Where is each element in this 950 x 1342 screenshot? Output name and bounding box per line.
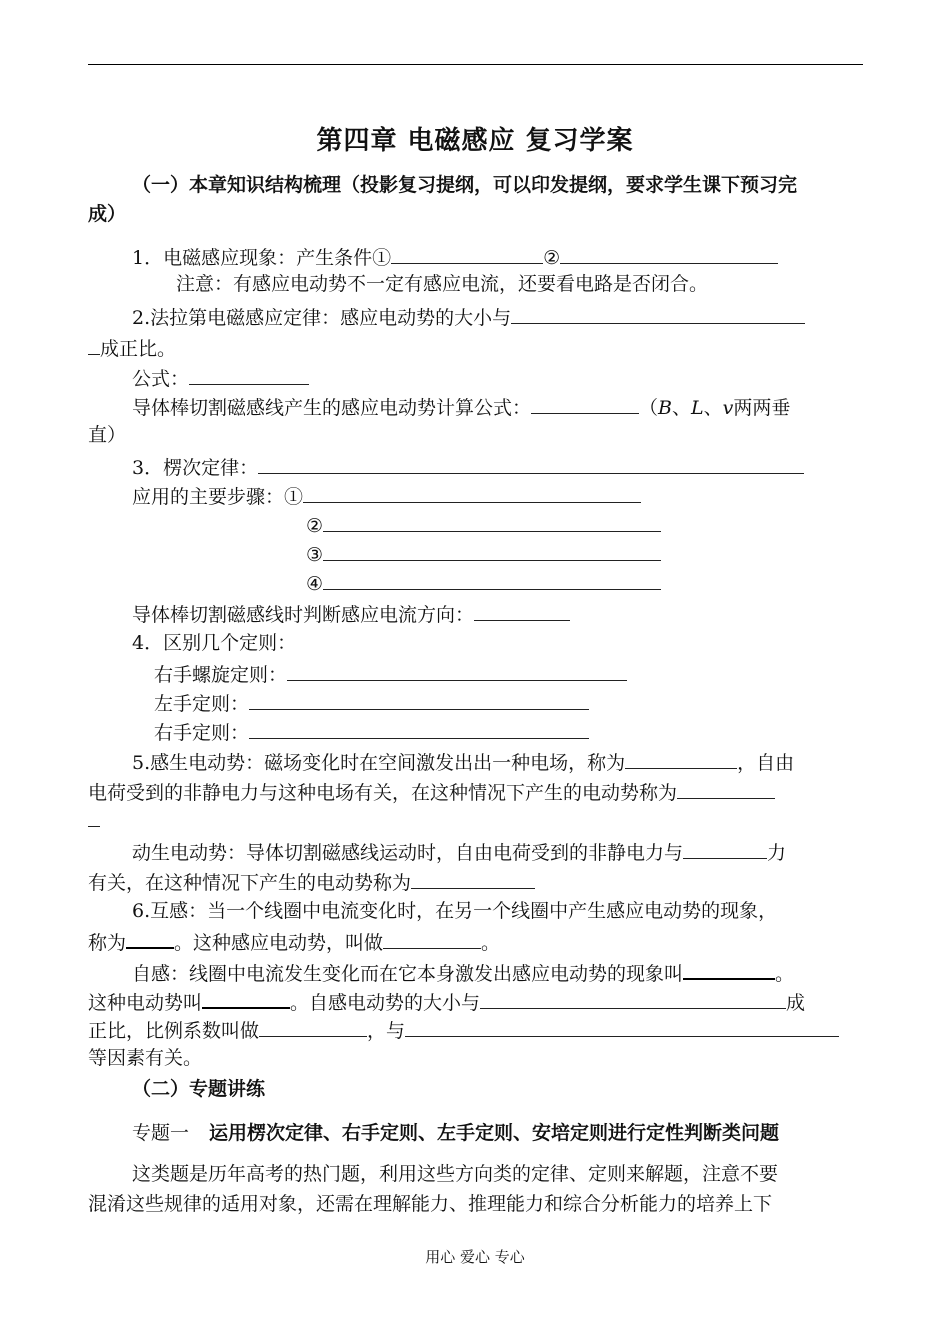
item6-text3b: 。: [775, 963, 795, 985]
induced-emf-blank[interactable]: [677, 778, 775, 799]
item5-line4: [132, 838, 786, 866]
section1-heading-cont: 成）: [88, 203, 127, 225]
step4-blank[interactable]: [323, 569, 661, 590]
item5-line1: [132, 748, 794, 776]
item6-text4a: 这种电动势叫: [88, 992, 203, 1014]
rod-tail: 两两垂: [733, 397, 791, 419]
rule1-blank[interactable]: [287, 660, 627, 681]
rule2-blank[interactable]: [249, 689, 589, 710]
item6-line6: 等因素有关。: [88, 1047, 203, 1069]
item6-text5a: 正比，比例系数叫做: [88, 1020, 260, 1042]
item6-line1: 6.互感：当一个线圈中电流变化时，在另一个线圈中产生感应电动势的现象，: [132, 900, 778, 922]
step2-line: [306, 511, 661, 539]
step2-mark: ②: [306, 515, 324, 537]
item1-mark1: ①: [372, 247, 392, 269]
condition1-blank[interactable]: [391, 243, 543, 264]
item3-line: [132, 453, 804, 481]
lenz-label: 3．楞次定律：: [132, 457, 259, 479]
induced-field-blank[interactable]: [625, 748, 737, 769]
item5-text2: 电荷受到的非静电力与这种电场有关，在这种情况下产生的电动势称为: [88, 782, 678, 804]
item6-line2: [88, 927, 500, 956]
item2-line1: [132, 303, 805, 331]
var-v: v: [722, 397, 734, 419]
formula-label: 公式：: [132, 368, 190, 390]
item1-line: [132, 243, 778, 271]
faraday-blank-cont[interactable]: [88, 334, 100, 355]
topic1-para1: 这类题是历年高考的热门题，利用这些方向类的定律、定则来解题，注意不要: [132, 1163, 779, 1185]
item5-text1: 5.感生电动势：磁场变化时在空间激发出出一种电场，称为: [132, 752, 626, 774]
rule1-label: 右手螺旋定则：: [154, 664, 288, 686]
rod-emf-line: [132, 393, 790, 421]
topic1-title: 运用楞次定律、右手定则、左手定则、安培定则进行定性判断类问题: [209, 1122, 780, 1144]
item6-text4c: 成: [786, 992, 806, 1014]
item6-line4: [88, 987, 805, 1016]
step1-line: [132, 482, 641, 510]
sep2: 、: [703, 397, 723, 419]
item5-line2: [88, 778, 775, 806]
item6-text3: 自感：线圈中电流发生变化而在它本身激发出感应电动势的现象叫: [132, 963, 684, 985]
rule2-label: 左手定则：: [154, 693, 250, 715]
formula-blank[interactable]: [189, 364, 309, 385]
item5-line3: [88, 806, 100, 834]
item1-mark2: ②: [543, 247, 561, 269]
rule3-blank[interactable]: [249, 718, 589, 739]
current-dir-label: 导体棒切割磁感线时判断感应电流方向：: [132, 604, 475, 626]
lenz-blank[interactable]: [258, 453, 804, 474]
step2-blank[interactable]: [323, 511, 661, 532]
rule3-label: 右手定则：: [154, 722, 250, 744]
step3-mark: ③: [306, 544, 324, 566]
item6-text5b: ，与: [367, 1020, 406, 1042]
page-title: 第四章 电磁感应 复习学案: [316, 126, 634, 156]
item5-line5: [88, 868, 535, 896]
current-dir-line: [132, 600, 570, 628]
rule1-line: [154, 660, 627, 688]
factors-blank[interactable]: [405, 1016, 839, 1037]
item2-text: 2.法拉第电磁感应定律：感应电动势的大小与: [132, 307, 512, 329]
page-footer: 用心 爱心 专心: [425, 1248, 525, 1266]
section1-heading: （一）本章知识结构梳理（投影复习提纲，可以印发提纲，要求学生课下预习完: [132, 174, 798, 196]
mutual-name-blank[interactable]: [126, 927, 174, 949]
condition2-blank[interactable]: [560, 243, 778, 264]
item6-text2b: 。这种感应电动势，叫做: [174, 932, 384, 954]
item6-text4b: 。自感电动势的大小与: [290, 992, 481, 1014]
topic1-para2: 混淆这些规律的适用对象，还需在理解能力、推理能力和综合分析能力的培养上下: [88, 1193, 773, 1215]
item5-text4: 动生电动势：导体切割磁感线运动时，自由电荷受到的非静电力与: [132, 842, 684, 864]
rod-emf-blank[interactable]: [531, 393, 639, 414]
step1-blank[interactable]: [303, 482, 641, 503]
step3-line: [306, 540, 661, 568]
rod-emf-label: 导体棒切割磁感线产生的感应电动势计算公式：: [132, 397, 532, 419]
item6-line3: [132, 958, 794, 987]
rule3-line: [154, 718, 589, 746]
rod-paren: （: [639, 397, 659, 419]
self-induction-blank[interactable]: [683, 958, 775, 980]
induced-emf-blank-cont[interactable]: [88, 806, 100, 827]
item5-text4b: 力: [767, 842, 787, 864]
var-l: L: [691, 397, 704, 419]
item2-tail: 成正比。: [100, 338, 177, 360]
item5-text5: 有关，在这种情况下产生的电动势称为: [88, 872, 412, 894]
rod-emf-tail: 直）: [88, 424, 127, 446]
step4-mark: ④: [306, 573, 324, 595]
current-dir-blank[interactable]: [474, 600, 570, 621]
steps-label: 应用的主要步骤：: [132, 486, 285, 508]
step1-mark: ①: [284, 486, 304, 508]
self-emf-proportional-blank[interactable]: [480, 988, 786, 1009]
self-emf-blank[interactable]: [202, 987, 290, 1009]
item5-text1b: ，自由: [737, 752, 795, 774]
topic1-line: [132, 1120, 779, 1146]
inductance-blank[interactable]: [259, 1016, 367, 1037]
item6-line5: [88, 1016, 839, 1044]
section2-heading: （二）专题讲练: [132, 1078, 266, 1100]
item6-text2a: 称为: [88, 932, 127, 954]
item2-line2: [88, 334, 176, 362]
formula-line: [132, 364, 309, 392]
topic1-label: 专题一: [132, 1122, 190, 1144]
motional-emf-blank[interactable]: [411, 868, 535, 889]
step4-line: [306, 569, 661, 597]
item6-text2c: 。: [481, 932, 501, 954]
item4-label: 4．区别几个定则：: [132, 632, 297, 654]
header-rule: [88, 64, 863, 65]
mutual-emf-blank[interactable]: [383, 928, 481, 949]
step3-blank[interactable]: [323, 540, 661, 561]
sep1: 、: [672, 397, 692, 419]
motional-force-blank[interactable]: [683, 838, 767, 859]
var-b: B: [658, 397, 672, 419]
faraday-blank[interactable]: [511, 303, 805, 324]
rule2-line: [154, 689, 589, 717]
item1-label: 1．电磁感应现象：产生条件: [132, 247, 373, 269]
item1-note: 注意：有感应电动势不一定有感应电流，还要看电路是否闭合。: [176, 273, 709, 295]
